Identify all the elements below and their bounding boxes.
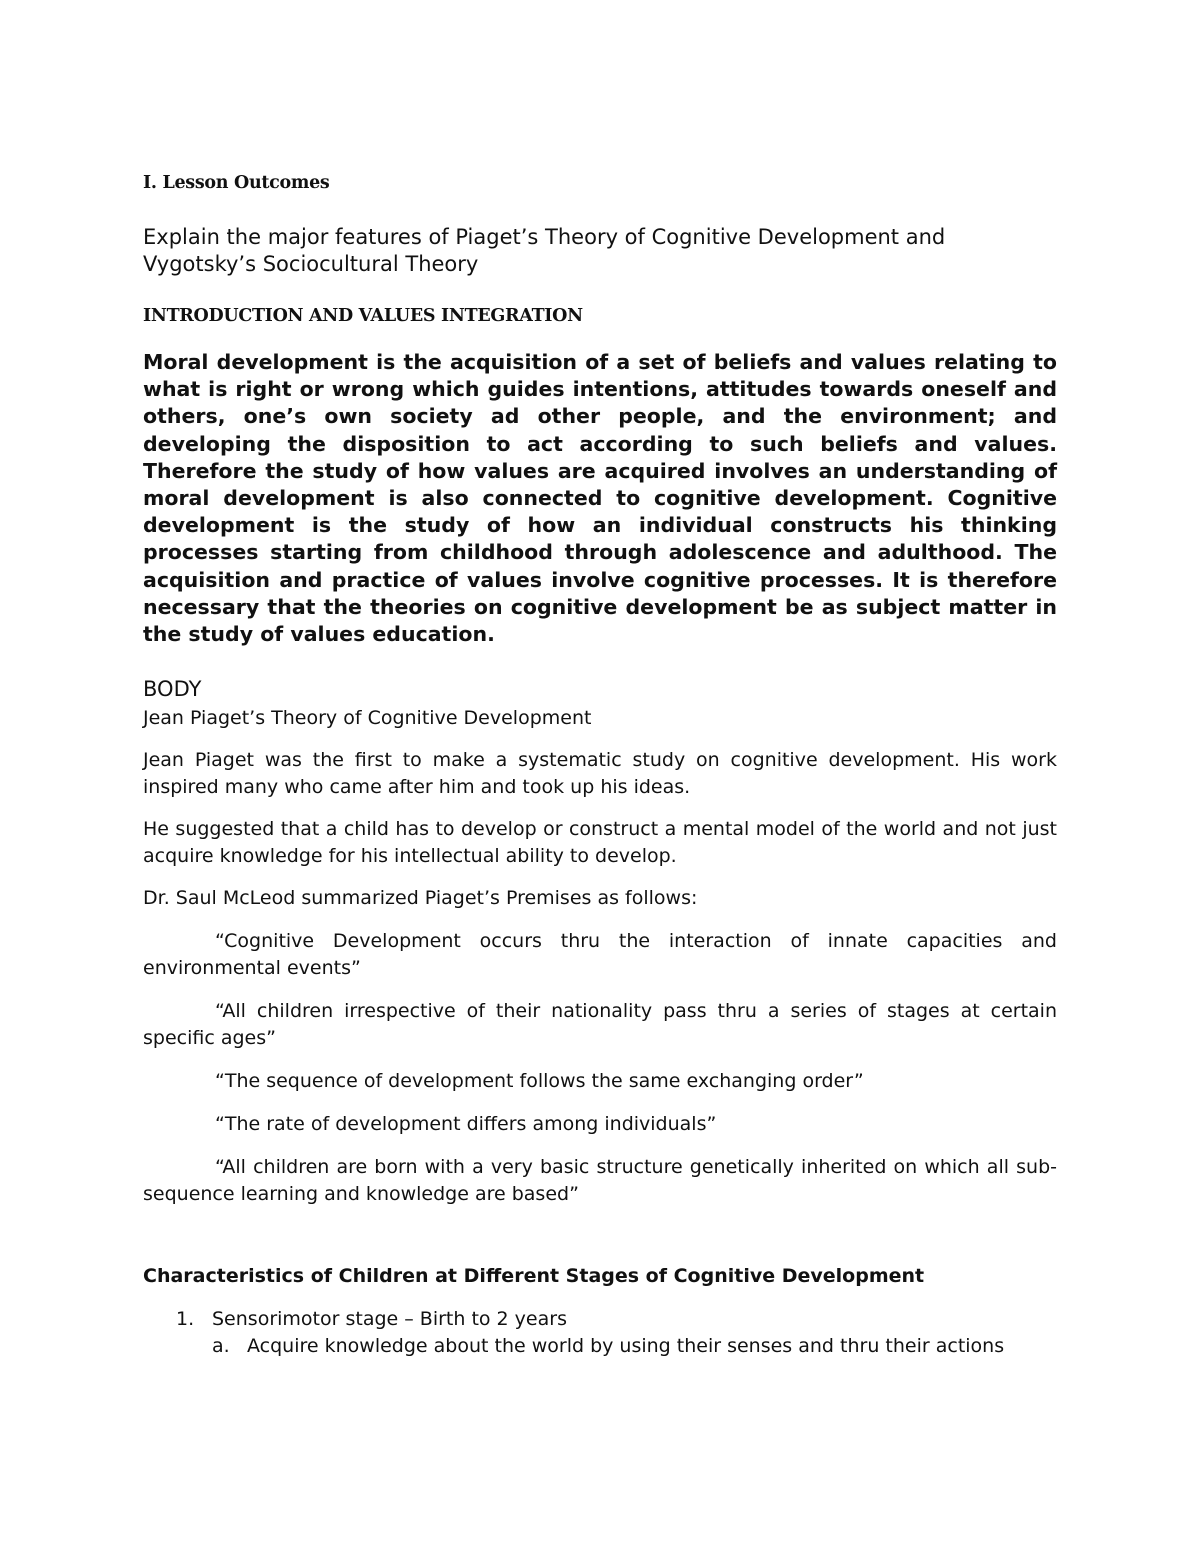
- stage-list: [143, 1306, 1057, 1360]
- lesson-outcomes-heading: I. Lesson Outcomes: [143, 173, 330, 193]
- paragraph-mcleod-premises: Dr. Saul McLeod summarized Piaget’s Premises as follows:: [143, 887, 698, 910]
- paragraph-piaget-first: Jean Piaget was the first to make a systematic study on cognitive development. His work inspired many who came after him and took up his ideas.: [143, 749, 1057, 799]
- stage-label: Sensorimotor stage – Birth to 2 years: [212, 1308, 567, 1331]
- premise-quote: “The sequence of development follows the same exchanging order”: [215, 1070, 864, 1093]
- premise-quote: “All children are born with a very basic structure genetically inherited on which all sub-sequence learning and knowledge are based”: [143, 1156, 1057, 1206]
- moral-development-paragraph: Moral development is the acquisition of a set of beliefs and values relating to what is right or wrong which guides intentions, attitudes towards oneself and others, one’s own society ad other people, and the environment; and developing the disposition to act according to such beliefs and values. Therefore the study of how values are acquired involves an understanding of moral development is also connected to cognitive development. Cognitive development is the study of how an individual constructs his thinking processes starting from childhood through adolescence and adulthood. The acquisition and practice of values involve cognitive processes. It is therefore necessary that the theories on cognitive development be as subject matter in the study of values education.: [143, 350, 1057, 647]
- introduction-heading: INTRODUCTION AND VALUES INTEGRATION: [143, 306, 583, 326]
- lesson-outcome-text: Explain the major features of Piaget’s Theory of Cognitive Development and Vygotsky’s Sociocultural Theory: [143, 225, 946, 276]
- sub-list-letter: a.: [212, 1335, 230, 1358]
- characteristics-heading: Characteristics of Children at Different Stages of Cognitive Development: [143, 1265, 925, 1288]
- sub-list-text: Acquire knowledge about the world by using their senses and thru their actions: [247, 1335, 1005, 1358]
- list-item-number: 1.: [176, 1308, 195, 1331]
- paragraph-mental-model: He suggested that a child has to develop or construct a mental model of the world and not just acquire knowledge for his intellectual ability to develop.: [143, 818, 1057, 868]
- body-subtitle: Jean Piaget’s Theory of Cognitive Development: [143, 707, 592, 730]
- premise-quote: “The rate of development differs among individuals”: [215, 1113, 717, 1136]
- sub-list-item: [212, 1333, 1057, 1360]
- body-heading: BODY: [143, 677, 202, 702]
- document-page: [143, 170, 1057, 1360]
- list-item: [143, 1306, 1057, 1360]
- premise-quote: “All children irrespective of their nationality pass thru a series of stages at certain specific ages”: [143, 1000, 1057, 1050]
- premise-quote: “Cognitive Development occurs thru the interaction of innate capacities and environmental events”: [143, 930, 1057, 980]
